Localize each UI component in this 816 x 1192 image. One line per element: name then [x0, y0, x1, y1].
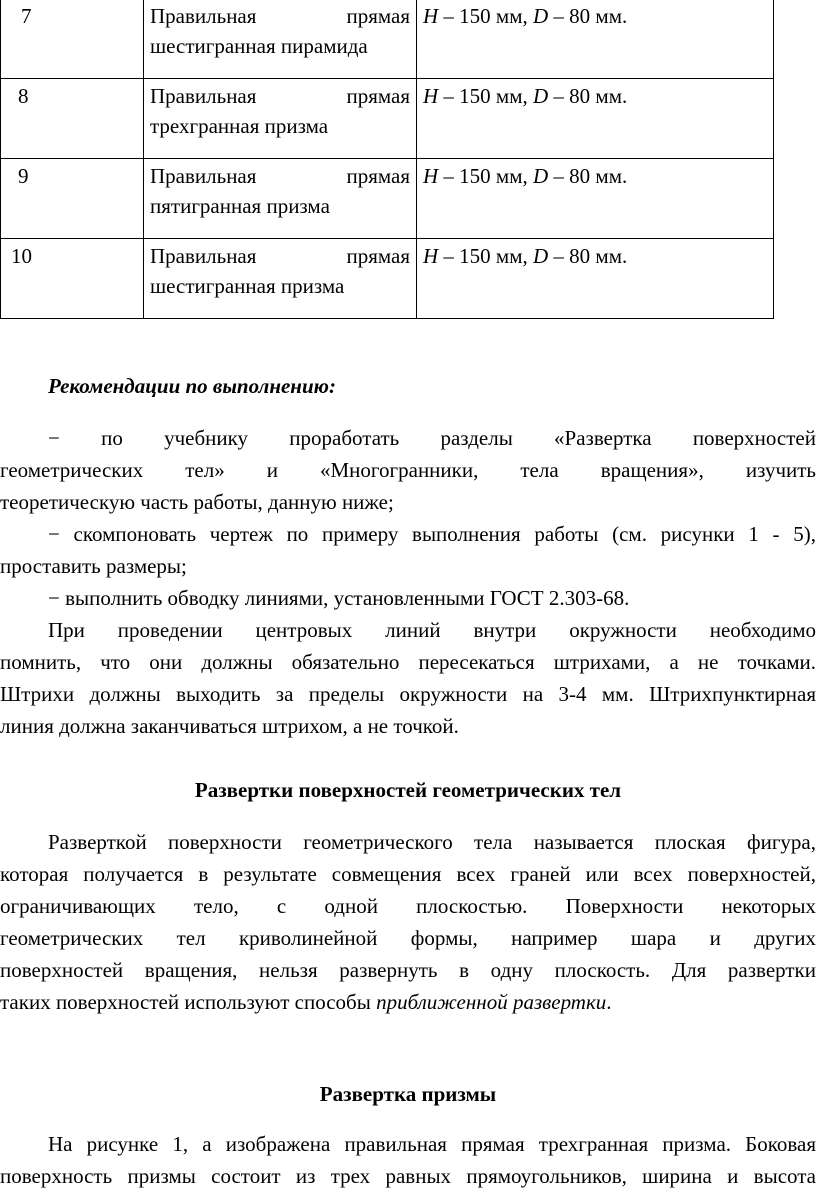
paragraph-line: [0, 986, 816, 1018]
param-h: H: [423, 84, 439, 108]
shape-cell: [144, 79, 417, 159]
paragraph-line: геометрических тел криволинейной формы, например шара и других: [0, 926, 816, 950]
shape-word: Правильная: [150, 164, 257, 188]
shape-word: прямая: [346, 244, 410, 268]
paragraph-line: которая получается в результате совмещения всех граней или всех поверхностей,: [0, 862, 816, 886]
paragraph-line: помнить, что они должны обязательно пересекаться штрихами, а не точками.: [0, 650, 816, 674]
shape-word: Правильная: [150, 84, 257, 108]
param-d: D: [533, 84, 549, 108]
param-d: D: [533, 4, 549, 28]
shape-word: прямая: [346, 4, 410, 28]
param-d: D: [533, 244, 549, 268]
section-heading: Развертка призмы: [319, 1082, 497, 1106]
paragraph-line: поверхностей вращения, нельзя развернуть в одну плоскость. Для развертки: [0, 958, 816, 982]
paragraph-line: − выполнить обводку линиями, установленными ГОСТ 2.303-68.: [48, 586, 630, 610]
italic-term: приближенной развертки: [376, 990, 607, 1014]
param-d: D: [533, 164, 549, 188]
param-d-value: – 80 мм.: [548, 244, 628, 268]
params-cell: [417, 0, 774, 79]
table-row: [1, 159, 774, 239]
paragraph-line: Штрихи должны выходить за пределы окружности на 3-4 мм. Штрихпунктирная: [0, 682, 816, 706]
shape-name: пятигранная призма: [150, 194, 330, 218]
param-h: H: [423, 244, 439, 268]
param-h: H: [423, 164, 439, 188]
table-row: [1, 0, 774, 79]
table-row: [1, 79, 774, 159]
shape-word: прямая: [346, 84, 410, 108]
row-number: 10: [1, 239, 144, 319]
param-d-value: – 80 мм.: [548, 164, 628, 188]
param-h-value: – 150 мм,: [438, 84, 533, 108]
row-number: 7: [1, 0, 144, 79]
table-row: [1, 239, 774, 319]
param-h-value: – 150 мм,: [438, 4, 533, 28]
params-cell: [417, 159, 774, 239]
paragraph-line: На рисунке 1, а изображена правильная прямая трехгранная призма. Боковая: [48, 1132, 816, 1156]
shape-word: Правильная: [150, 4, 257, 28]
shape-word: Правильная: [150, 244, 257, 268]
param-h-value: – 150 мм,: [438, 244, 533, 268]
paragraph-line: проставить размеры;: [0, 554, 187, 578]
text-run: таких поверхностей используют способы: [0, 990, 377, 1014]
variants-table: [0, 0, 774, 319]
param-d-value: – 80 мм.: [548, 4, 628, 28]
paragraph-line: теоретическую часть работы, данную ниже;: [0, 490, 394, 514]
param-h: H: [423, 4, 439, 28]
shape-cell: [144, 159, 417, 239]
paragraph-line: геометрических тел» и «Многогранники, тела вращения», изучить: [0, 458, 816, 482]
shape-cell: [144, 239, 417, 319]
shape-name: трехгранная призма: [150, 114, 329, 138]
params-cell: [417, 239, 774, 319]
paragraph-line: При проведении центровых линий внутри окружности необходимо: [48, 618, 816, 642]
paragraph-line: − скомпоновать чертеж по примеру выполнения работы (см. рисунки 1 - 5),: [48, 522, 816, 546]
paragraph-line: Разверткой поверхности геометрического тела называется плоская фигура,: [48, 830, 816, 854]
text-run: .: [606, 990, 612, 1014]
row-number: 9: [1, 159, 144, 239]
shape-name: шестигранная призма: [150, 274, 345, 298]
shape-cell: [144, 0, 417, 79]
params-cell: [417, 79, 774, 159]
paragraph-line: − по учебнику проработать разделы «Развертка поверхностей: [48, 426, 816, 450]
recommendations-heading: Рекомендации по выполнению:: [48, 374, 336, 398]
shape-word: прямая: [346, 164, 410, 188]
param-d-value: – 80 мм.: [548, 84, 628, 108]
section-heading: Развертки поверхностей геометрических тел: [194, 778, 622, 802]
paragraph-line: линия должна заканчиваться штрихом, а не точкой.: [0, 714, 459, 738]
param-h-value: – 150 мм,: [438, 164, 533, 188]
paragraph-line: ограничивающих тело, с одной плоскостью. Поверхности некоторых: [0, 894, 816, 918]
row-number: 8: [1, 79, 144, 159]
paragraph-line: поверхность призмы состоит из трех равных прямоугольников, ширина и высота: [0, 1164, 816, 1188]
shape-name: шестигранная пирамида: [150, 34, 368, 58]
